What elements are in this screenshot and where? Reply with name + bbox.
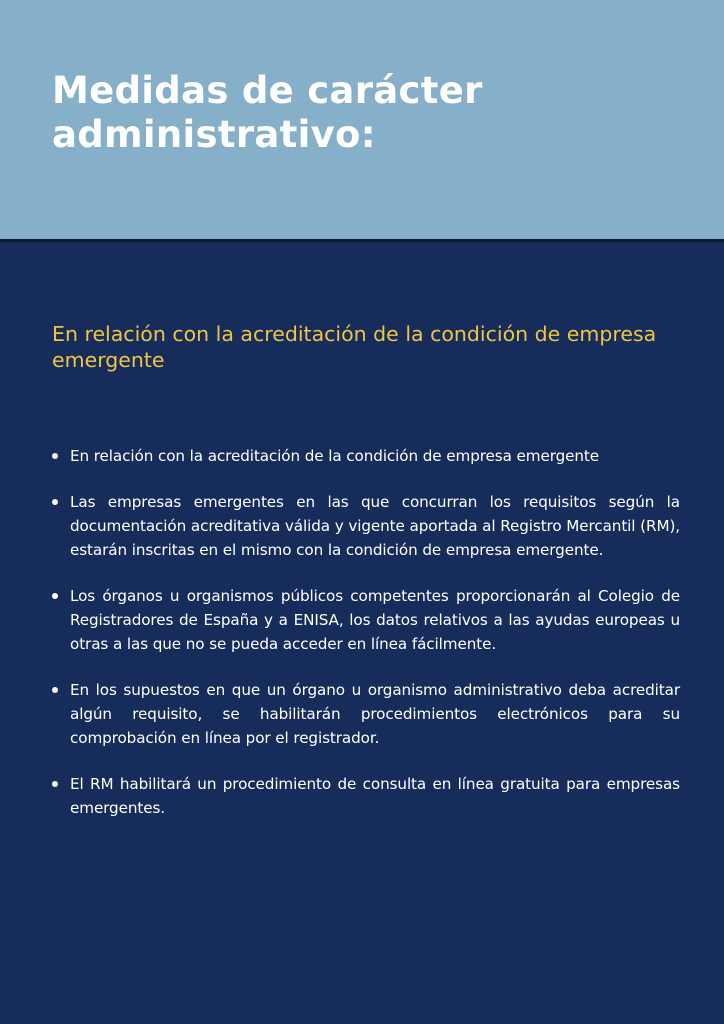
list-item-text: En relación con la acreditación de la condición de empresa emergente — [70, 447, 600, 465]
section-subtitle: En relación con la acreditación de la condición de empresa emergente — [52, 322, 657, 372]
title-line-1: Medidas de carácter — [52, 69, 483, 112]
list-item — [52, 444, 680, 468]
bullet-icon — [52, 499, 58, 505]
page-title — [52, 69, 672, 157]
list-item — [52, 678, 680, 750]
bullet-icon — [52, 781, 58, 787]
list-item-text: El RM habilitará un procedimiento de consulta en línea gratuita para empresas emergentes. — [70, 775, 680, 817]
bullet-icon — [52, 687, 58, 693]
list-item-text: Las empresas emergentes en las que concurran los requisitos según la documentación acreditativa válida y vigente aportada al Registro Mercantil (RM), estarán inscritas en el mismo con la condición de empresa emergente. — [70, 493, 680, 559]
list-item-text: En los supuestos en que un órgano u organismo administrativo deba acreditar algún requisito, se habilitarán procedimientos electrónicos para su comprobación en línea por el registrador. — [70, 681, 680, 747]
bullet-icon — [52, 453, 58, 459]
list-item-text: Los órganos u organismos públicos competentes proporcionarán al Colegio de Registradores de España y a ENISA, los datos relativos a las ayudas europeas u otras a las que no se pueda acceder en línea fácilmente. — [70, 587, 680, 653]
bullet-icon — [52, 593, 58, 599]
header-banner — [0, 0, 724, 239]
title-line-2: administrativo: — [52, 113, 376, 156]
list-item — [52, 772, 680, 820]
bullet-list — [52, 444, 680, 842]
list-item — [52, 490, 680, 562]
list-item — [52, 584, 680, 656]
